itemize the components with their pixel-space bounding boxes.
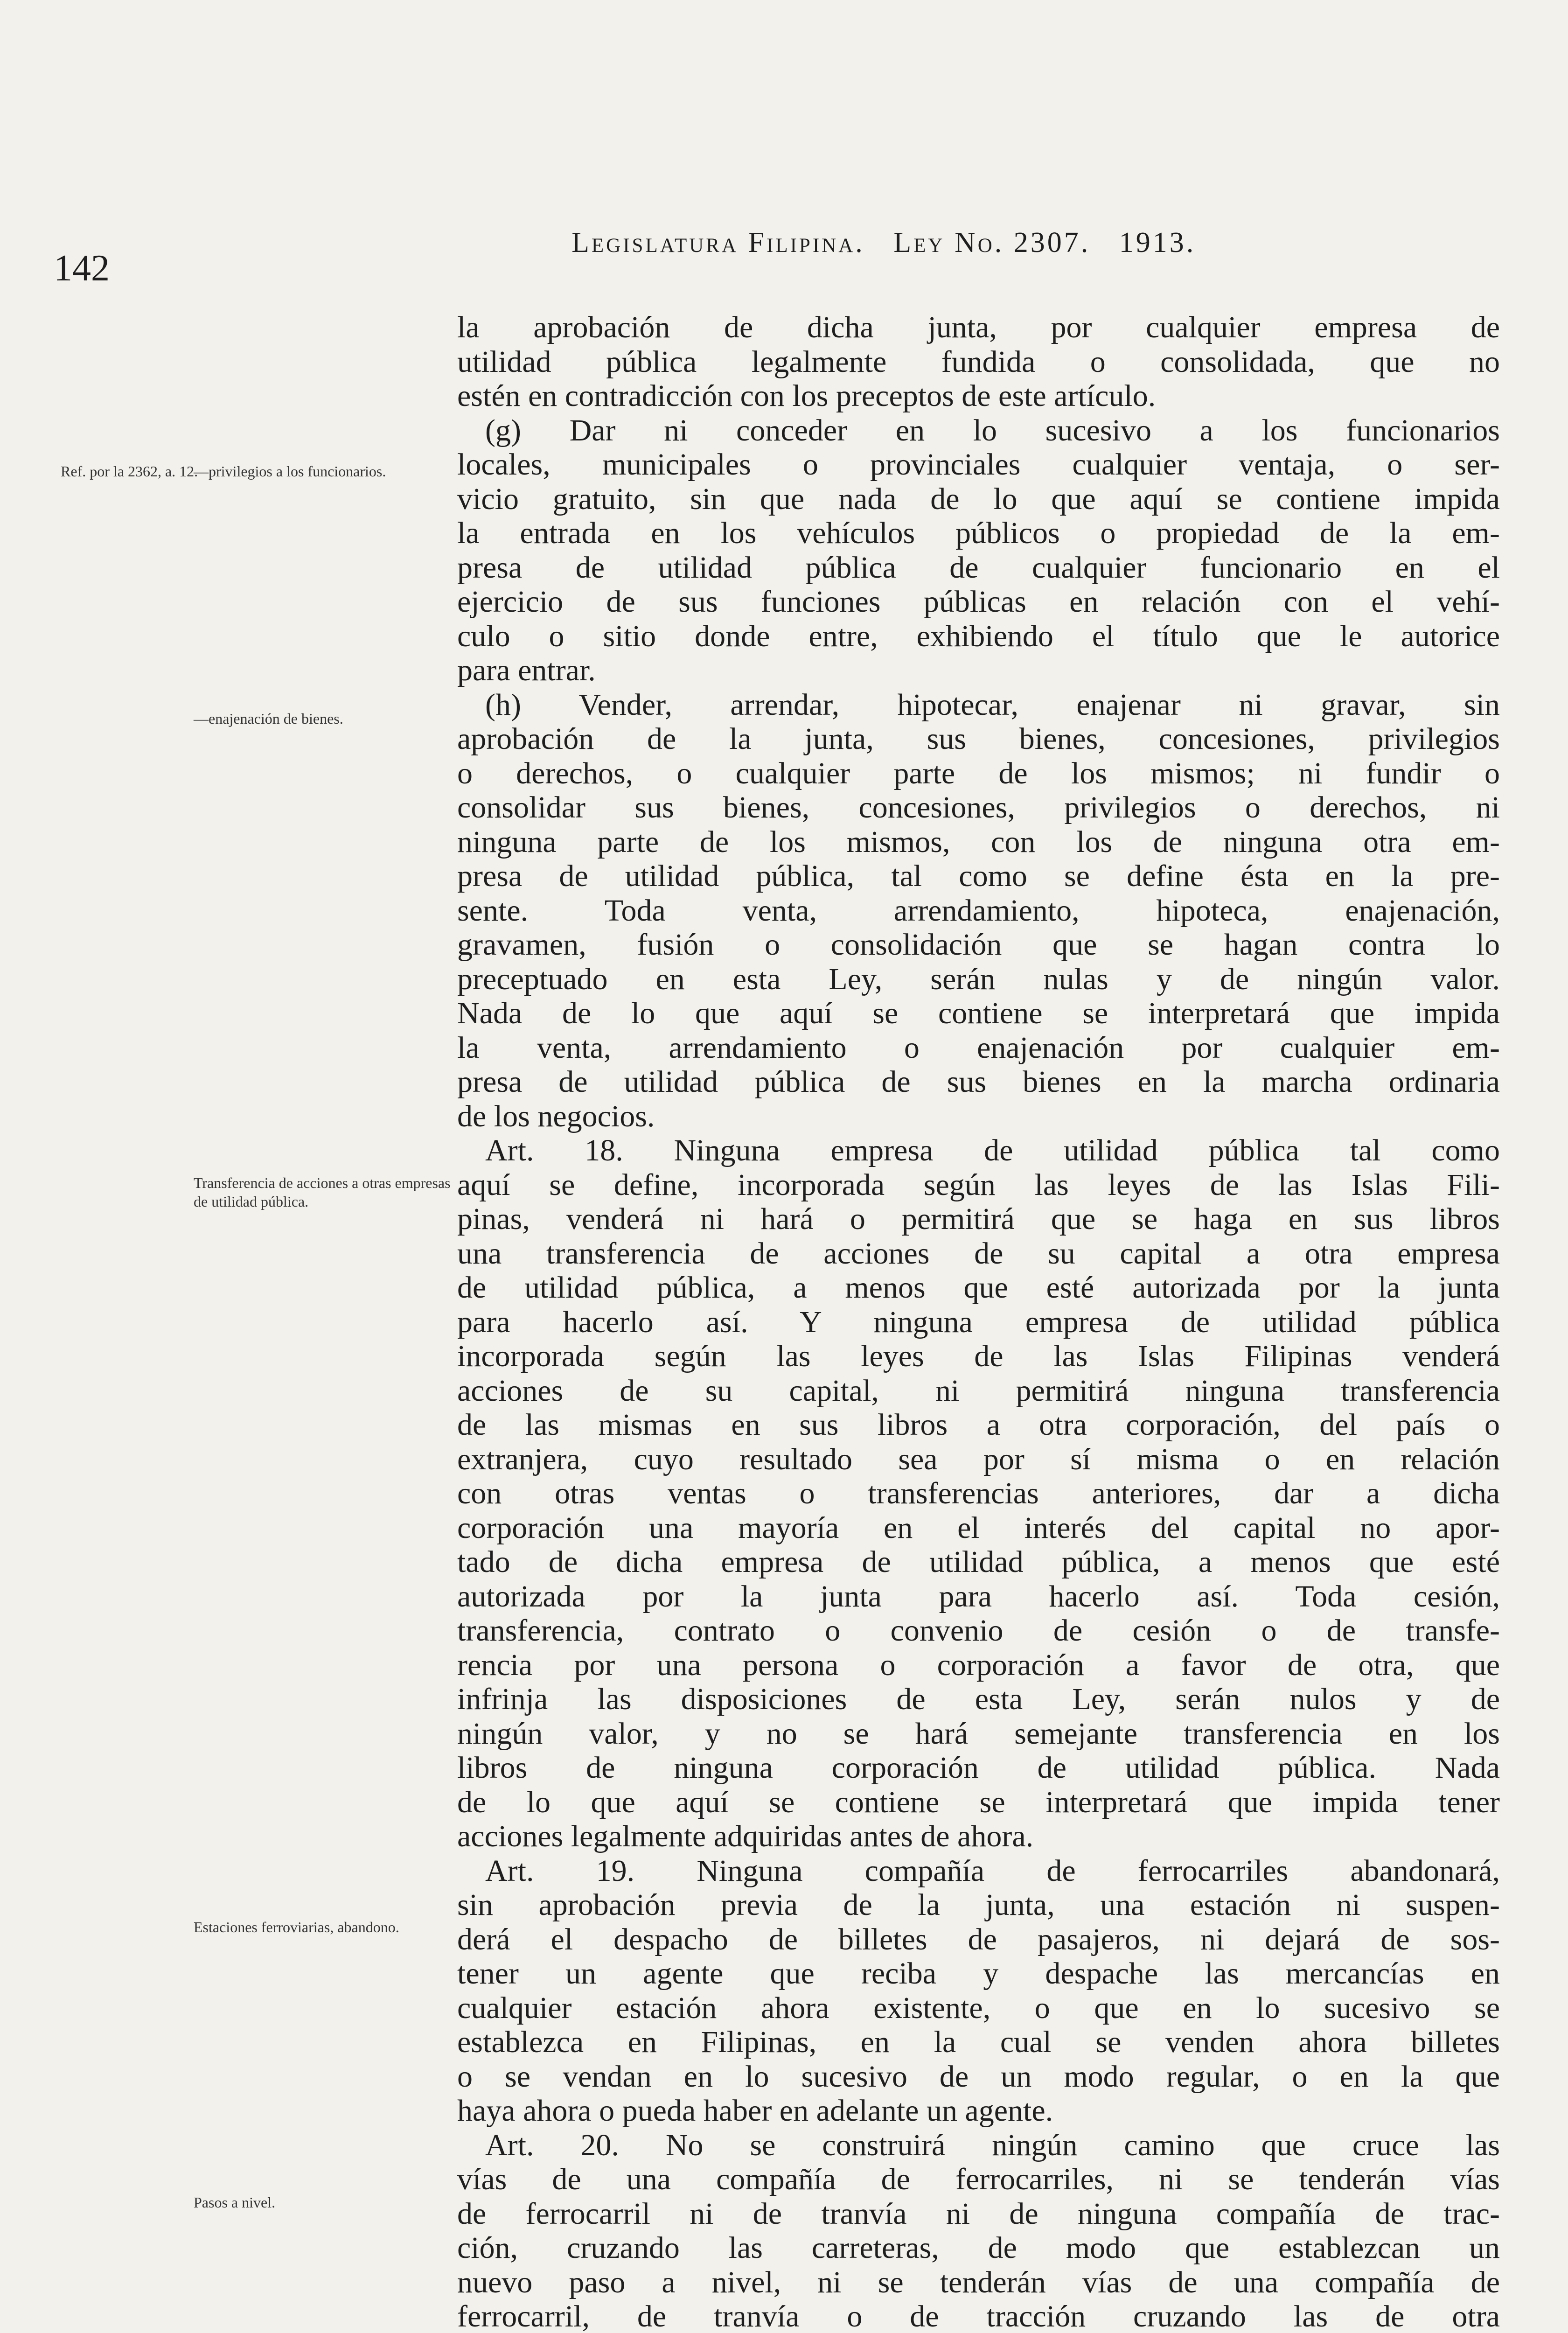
body-line: acciones de su capital, ni permitirá ninguna transferencia — [457, 1373, 1500, 1408]
body-line: de utilidad pública, a menos que esté autorizada por la junta — [457, 1271, 1500, 1305]
body-line: presa de utilidad pública de sus bienes en la marcha ordinaria — [457, 1065, 1500, 1099]
body-line: cualquier estación ahora existente, o que en lo sucesivo se — [457, 1991, 1500, 2025]
body-line: de las mismas en sus libros a otra corporación, del país o — [457, 1408, 1500, 1442]
body-line: haya ahora o pueda haber en adelante un agente. — [457, 2094, 1053, 2128]
body-line: presa de utilidad pública de cualquier funcionario en el — [457, 550, 1500, 585]
body-line: acciones legalmente adquiridas antes de ahora. — [457, 1819, 1034, 1853]
body-line: Art. 18. Ninguna empresa de utilidad pública tal como — [485, 1133, 1500, 1167]
body-line: presa de utilidad pública, tal como se define ésta en la pre- — [457, 859, 1500, 893]
body-line: o derechos, o cualquier parte de los mismos; ni fundir o — [457, 756, 1500, 790]
body-line: una transferencia de acciones de su capital a otra empresa — [457, 1236, 1500, 1271]
body-line: para hacerlo así. Y ninguna empresa de utilidad pública — [457, 1305, 1500, 1339]
margin-note-enajenacion: —enajenación de bienes. — [194, 710, 343, 727]
body-line: pinas, venderá ni hará o permitirá que se haga en sus libros — [457, 1202, 1500, 1236]
body-line: estén en contradicción con los preceptos de este artículo. — [457, 379, 1156, 413]
body-line: la venta, arrendamiento o enajenación por cualquier em- — [457, 1030, 1500, 1065]
body-line: de ferrocarril ni de tranvía ni de ninguna compañía de trac- — [457, 2196, 1500, 2231]
running-head-ley: Ley No. 2307. — [893, 227, 1091, 258]
body-line: ejercicio de sus funciones públicas en relación con el vehí- — [457, 585, 1500, 619]
page-number: 142 — [54, 248, 110, 289]
body-line: con otras ventas o transferencias anteriores, dar a dicha — [457, 1476, 1500, 1510]
body-line: Nada de lo que aquí se contiene se interpretará que impida — [457, 996, 1500, 1030]
body-line: o se vendan en lo sucesivo de un modo regular, o en la que — [457, 2059, 1500, 2094]
body-line: incorporada según las leyes de las Islas Filipinas venderá — [457, 1339, 1500, 1373]
body-line: de los negocios. — [457, 1099, 655, 1133]
body-line: ferrocarril, de tranvía o de tracción cruzando las de otra — [457, 2299, 1500, 2333]
body-line: consolidar sus bienes, concesiones, privilegios o derechos, ni — [457, 790, 1500, 824]
body-line: (h) Vender, arrendar, hipotecar, enajenar ni gravar, sin — [485, 687, 1500, 722]
body-line: culo o sitio donde entre, exhibiendo el título que le autorice — [457, 619, 1500, 653]
body-line: aprobación de la junta, sus bienes, concesiones, privilegios — [457, 722, 1500, 756]
body-line: ninguna parte de los mismos, con los de ninguna otra em- — [457, 824, 1500, 859]
body-line: la aprobación de dicha junta, por cualquier empresa de — [457, 310, 1500, 344]
body-line: infrinja las disposiciones de esta Ley, serán nulos y de — [457, 1682, 1500, 1716]
body-line: transferencia, contrato o convenio de cesión o de transfe- — [457, 1614, 1500, 1648]
body-line: extranjera, cuyo resultado sea por sí misma o en relación — [457, 1442, 1500, 1476]
body-line: Art. 20. No se construirá ningún camino que cruce las — [485, 2128, 1500, 2162]
body-line: vicio gratuito, sin que nada de lo que aquí se contiene impida — [457, 482, 1500, 516]
margin-note-estaciones: Estaciones ferroviarias, abandono. — [194, 1919, 399, 1935]
body-line: vías de una compañía de ferrocarriles, ni se tenderán vías — [457, 2162, 1500, 2196]
body-line: derá el despacho de billetes de pasajeros, ni dejará de sos- — [457, 1922, 1500, 1956]
margin-note-privilegios: —privilegios a los funcionarios. — [194, 463, 386, 480]
body-line: rencia por una persona o corporación a favor de otra, que — [457, 1648, 1500, 1682]
margin-note-transferencia: Transferencia de acciones a otras empresas de utilidad pública. — [194, 1174, 451, 1210]
body-line: utilidad pública legalmente fundida o consolidada, que no — [457, 344, 1500, 379]
body-line: locales, municipales o provinciales cualquier ventaja, o ser- — [457, 447, 1500, 482]
body-line: nuevo paso a nivel, ni se tenderán vías de una compañía de — [457, 2265, 1500, 2299]
body-line: ción, cruzando las carreteras, de modo que establezcan un — [457, 2231, 1500, 2265]
body-line: tener un agente que reciba y despache las mercancías en — [457, 1956, 1500, 1991]
body-line: la entrada en los vehículos públicos o propiedad de la em- — [457, 516, 1500, 550]
body-line: preceptuado en esta Ley, serán nulas y de ningún valor. — [457, 962, 1500, 996]
body-line: corporación una mayoría en el interés del capital no apor- — [457, 1510, 1500, 1545]
body-line: ningún valor, y no se hará semejante transferencia en los — [457, 1716, 1500, 1751]
margin-note-ref: Ref. por la 2362, a. 12. — [61, 463, 198, 480]
running-head-legislatura: Legislatura Filipina. — [571, 227, 865, 258]
body-line: autorizada por la junta para hacerlo así. Toda cesión, — [457, 1579, 1500, 1614]
body-line: (g) Dar ni conceder en lo sucesivo a los funcionarios — [485, 413, 1500, 447]
body-line: gravamen, fusión o consolidación que se hagan contra lo — [457, 928, 1500, 962]
body-line: Art. 19. Ninguna compañía de ferrocarriles abandonará, — [485, 1853, 1500, 1888]
body-line: de lo que aquí se contiene se interpretará que impida tener — [457, 1785, 1500, 1819]
body-line: tado de dicha empresa de utilidad pública, a menos que esté — [457, 1545, 1500, 1579]
running-head — [571, 226, 1196, 259]
running-head-year: 1913. — [1119, 227, 1196, 258]
body-line: sin aprobación previa de la junta, una estación ni suspen- — [457, 1888, 1500, 1922]
body-line: establezca en Filipinas, en la cual se venden ahora billetes — [457, 2025, 1500, 2059]
body-line: aquí se define, incorporada según las leyes de las Islas Fili- — [457, 1167, 1500, 1202]
body-text — [457, 310, 1500, 2333]
body-line: para entrar. — [457, 653, 596, 687]
body-line: libros de ninguna corporación de utilidad pública. Nada — [457, 1751, 1500, 1785]
body-line: sente. Toda venta, arrendamiento, hipoteca, enajenación, — [457, 893, 1500, 928]
margin-note-pasos: Pasos a nivel. — [194, 2194, 276, 2211]
